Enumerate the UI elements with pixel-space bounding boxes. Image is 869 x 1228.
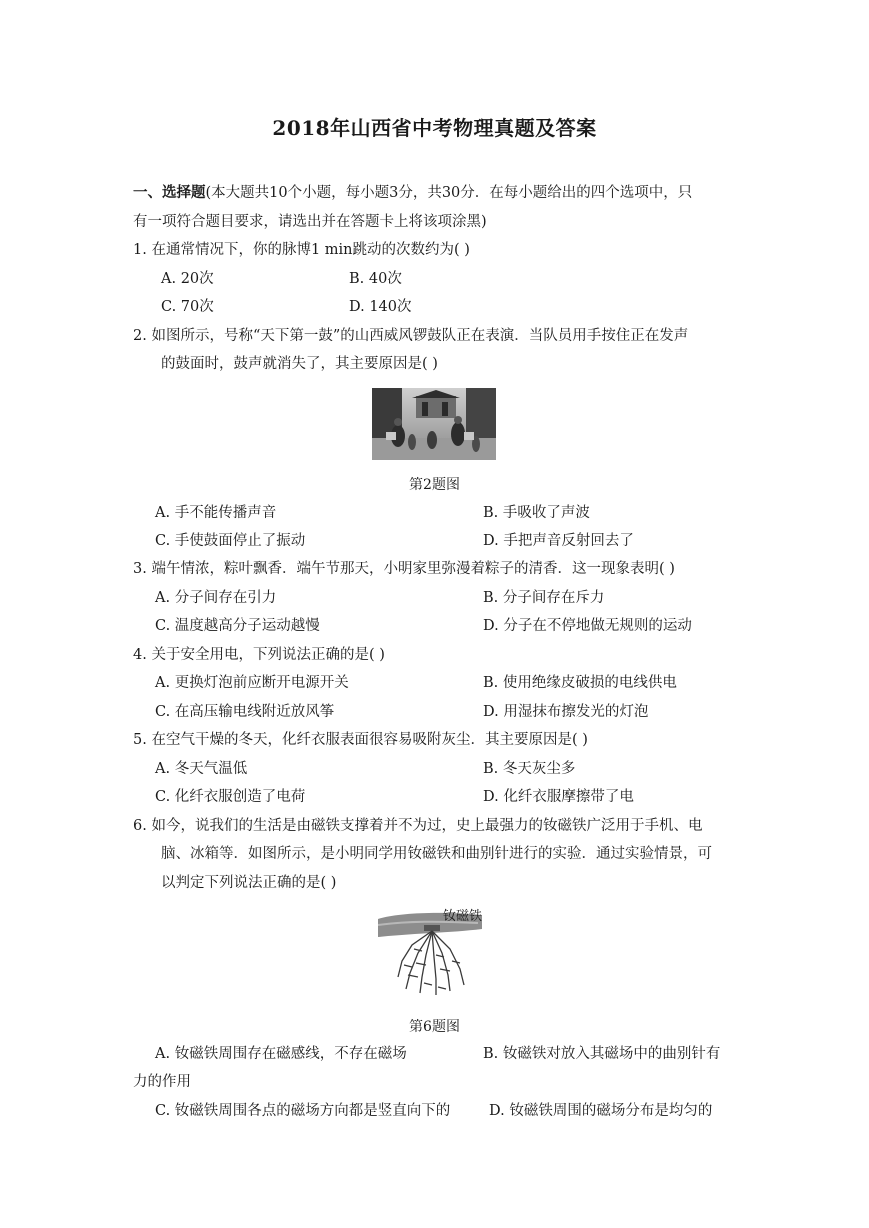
question-2-stem-line2: 的鼓面时，鼓声就消失了，其主要原因是( ) — [161, 356, 438, 372]
q6-option-c: C. 钕磁铁周围各点的磁场方向都是竖直向下的 — [155, 1103, 451, 1119]
section-intro-text1: (本大题共10个小题，每小题3分，共30分．在每小题给出的四个选项中，只 — [205, 185, 693, 201]
q5-option-b: B. 冬天灰尘多 — [483, 761, 576, 777]
q5-option-c: C. 化纤衣服创造了电荷 — [155, 789, 306, 805]
q3-option-a: A. 分子间存在引力 — [155, 590, 277, 606]
drum-performance-photo — [372, 388, 496, 460]
q1-option-c: C. 70次 — [161, 299, 214, 315]
magnet-label: 钕磁铁 — [443, 909, 483, 924]
q6-option-b: B. 钕磁铁对放入其磁场中的曲别针有 — [483, 1046, 721, 1062]
page-title: 2018年山西省中考物理真题及答案 — [272, 116, 597, 140]
q4-option-a: A. 更换灯泡前应断开电源开关 — [155, 675, 349, 691]
q5-option-d: D. 化纤衣服摩擦带了电 — [483, 789, 634, 805]
section-heading: 一、选择题 — [133, 184, 206, 201]
q2-option-b: B. 手吸收了声波 — [483, 505, 590, 521]
q3-option-c: C. 温度越高分子运动越慢 — [155, 618, 320, 634]
section-intro-line2: 有一项符合题目要求，请选出并在答题卡上将该项涂黑) — [133, 214, 487, 230]
question-6-stem-line3: 以判定下列说法正确的是( ) — [161, 875, 337, 891]
q3-option-b: B. 分子间存在斥力 — [483, 590, 605, 606]
question-4-stem: 4. 关于安全用电，下列说法正确的是( ) — [133, 647, 385, 663]
q2-option-a: A. 手不能传播声音 — [155, 505, 277, 521]
q4-option-b: B. 使用绝缘皮破损的电线供电 — [483, 675, 677, 691]
section-intro-line1 — [133, 183, 692, 203]
q2-option-c: C. 手使鼓面停止了振动 — [155, 533, 306, 549]
figure-6-caption: 第6题图 — [409, 1019, 460, 1035]
q2-option-d: D. 手把声音反射回去了 — [483, 533, 634, 549]
drum-photo-graphic — [372, 388, 496, 460]
q4-option-c: C. 在高压输电线附近放风筝 — [155, 704, 335, 720]
q5-option-a: A. 冬天气温低 — [155, 761, 248, 777]
q1-option-d: D. 140次 — [349, 299, 412, 315]
question-2-stem-line1: 2. 如图所示，号称“天下第一鼓”的山西威风锣鼓队正在表演．当队员用手按住正在发声 — [133, 328, 689, 344]
q4-option-d: D. 用湿抹布擦发光的灯泡 — [483, 704, 649, 720]
question-6-stem-line2: 脑、冰箱等．如图所示，是小明同学用钕磁铁和曲别针进行的实验．通过实验情景，可 — [161, 846, 712, 862]
q6-option-d: D. 钕磁铁周围的磁场分布是均匀的 — [489, 1103, 713, 1119]
q1-option-a: A. 20次 — [161, 271, 214, 287]
question-6-stem-line1: 6. 如今，说我们的生活是由磁铁支撑着并不为过，史上最强力的钕磁铁广泛用于手机、电 — [133, 818, 703, 834]
q6-option-a: A. 钕磁铁周围存在磁感线，不存在磁场 — [155, 1046, 407, 1062]
question-5-stem: 5. 在空气干燥的冬天，化纤衣服表面很容易吸附灰尘．其主要原因是( ) — [133, 732, 588, 748]
figure-2-caption: 第2题图 — [409, 477, 460, 493]
question-3-stem: 3. 端午情浓，粽叶飘香．端午节那天，小明家里弥漫着粽子的清香．这一现象表明( ) — [133, 561, 675, 577]
q1-option-b: B. 40次 — [349, 271, 402, 287]
q3-option-d: D. 分子在不停地做无规则的运动 — [483, 618, 692, 634]
question-1-stem: 1. 在通常情况下，你的脉博1 min跳动的次数约为( ) — [133, 242, 470, 258]
q6-option-b-continued: 力的作用 — [133, 1074, 191, 1090]
